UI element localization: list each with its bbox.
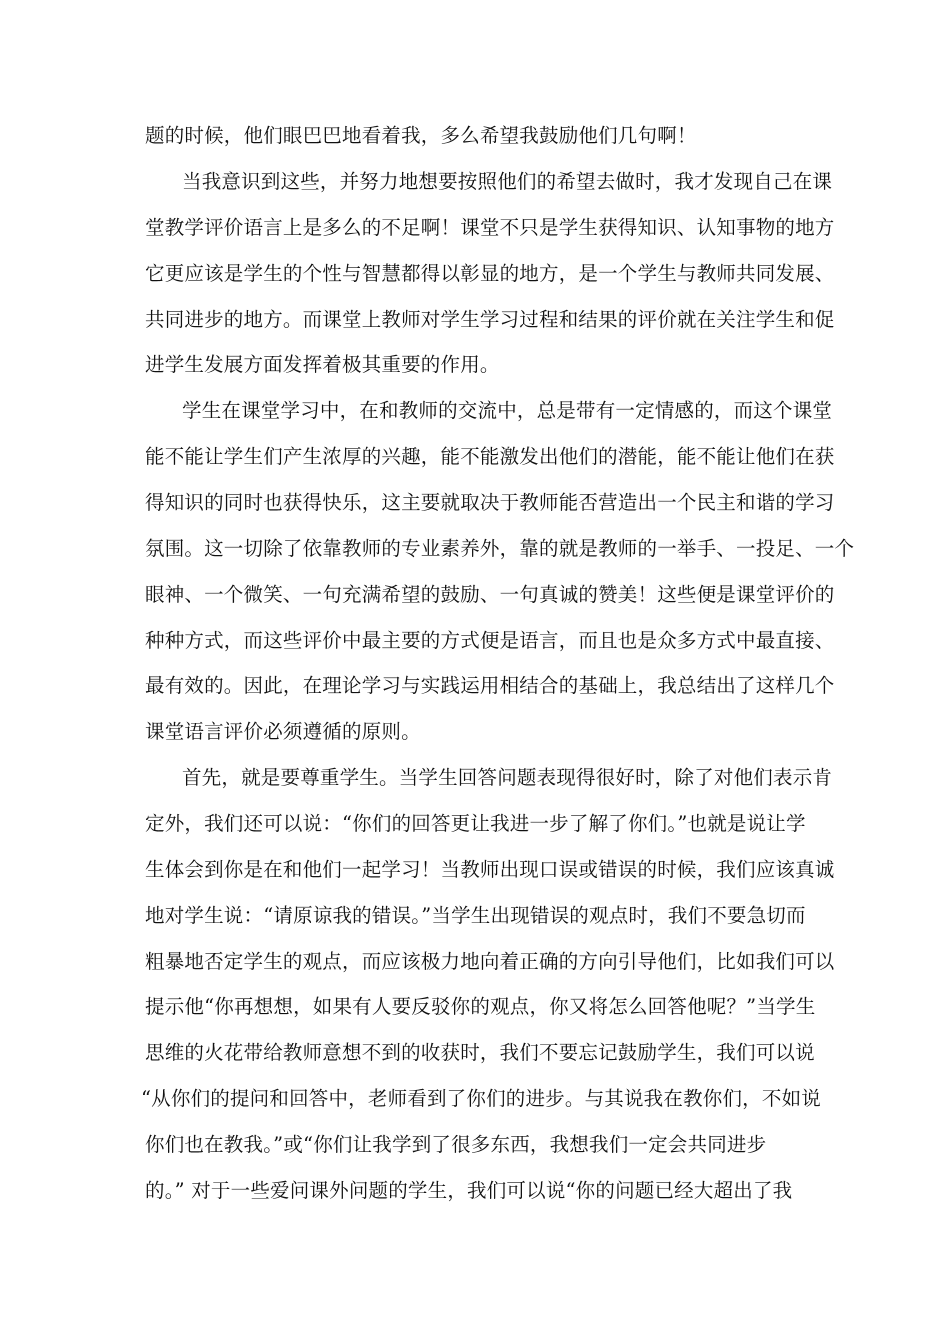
text-line: 定外，我们还可以说：“你们的回答更让我进一步了解了你们。”也就是说让学 xyxy=(145,812,806,835)
text-line: 氛围。这一切除了依靠教师的专业素养外，靠的就是教师的一举手、一投足、一个 xyxy=(145,537,855,560)
text-line: 生体会到你是在和他们一起学习！当教师出现口误或错误的时候，我们应该真诚 xyxy=(145,858,835,881)
text-line: 学生在课堂学习中，在和教师的交流中，总是带有一定情感的，而这个课堂 xyxy=(182,399,833,422)
text-line: 粗暴地否定学生的观点，而应该极力地向着正确的方向引导他们，比如我们可以 xyxy=(145,950,835,973)
text-line: “从你们的提问和回答中，老师看到了你们的进步。与其说我在教你们，不如说 xyxy=(141,1087,821,1110)
text-line: 眼神、一个微笑、一句充满希望的鼓励、一句真诚的赞美！这些便是课堂评价的 xyxy=(145,583,835,606)
text-line: 题的时候，他们眼巴巴地看着我，多么希望我鼓励他们几句啊！ xyxy=(145,124,697,147)
text-line: 思维的火花带给教师意想不到的收获时，我们不要忘记鼓励学生，我们可以说 xyxy=(145,1041,815,1064)
text-line: 种种方式，而这些评价中最主要的方式便是语言，而且也是众多方式中最直接、 xyxy=(145,629,835,652)
text-line: 首先，就是要尊重学生。当学生回答问题表现得很好时，除了对他们表示肯 xyxy=(182,766,833,789)
text-line: 你们也在教我。”或“你们让我学到了很多东西，我想我们一定会共同进步 xyxy=(145,1133,767,1156)
text-line: 进学生发展方面发挥着极其重要的作用。 xyxy=(145,353,500,376)
text-line: 课堂语言评价必须遵循的原则。 xyxy=(145,720,421,743)
text-line: 堂教学评价语言上是多么的不足啊！课堂不只是学生获得知识、认知事物的地方 xyxy=(145,216,835,239)
text-line: 能不能让学生们产生浓厚的兴趣，能不能激发出他们的潜能，能不能让他们在获 xyxy=(145,445,835,468)
text-line: 的。” 对于一些爱问课外问题的学生，我们可以说“你的问题已经大超出了我 xyxy=(145,1179,793,1202)
text-line: 它更应该是学生的个性与智慧都得以彰显的地方，是一个学生与教师共同发展、 xyxy=(145,262,835,285)
text-line: 提示他“你再想想，如果有人要反驳你的观点，你又将怎么回答他呢？”当学生 xyxy=(145,995,816,1018)
text-line: 最有效的。因此，在理论学习与实践运用相结合的基础上，我总结出了这样几个 xyxy=(145,674,835,697)
text-line: 得知识的同时也获得快乐，这主要就取决于教师能否营造出一个民主和谐的学习 xyxy=(145,491,835,514)
text-line: 共同进步的地方。而课堂上教师对学生学习过程和结果的评价就在关注学生和促 xyxy=(145,308,835,331)
text-line: 当我意识到这些，并努力地想要按照他们的希望去做时，我才发现自己在课 xyxy=(182,170,833,193)
text-line: 地对学生说：“请原谅我的错误。”当学生出现错误的观点时，我们不要急切而 xyxy=(145,904,806,927)
